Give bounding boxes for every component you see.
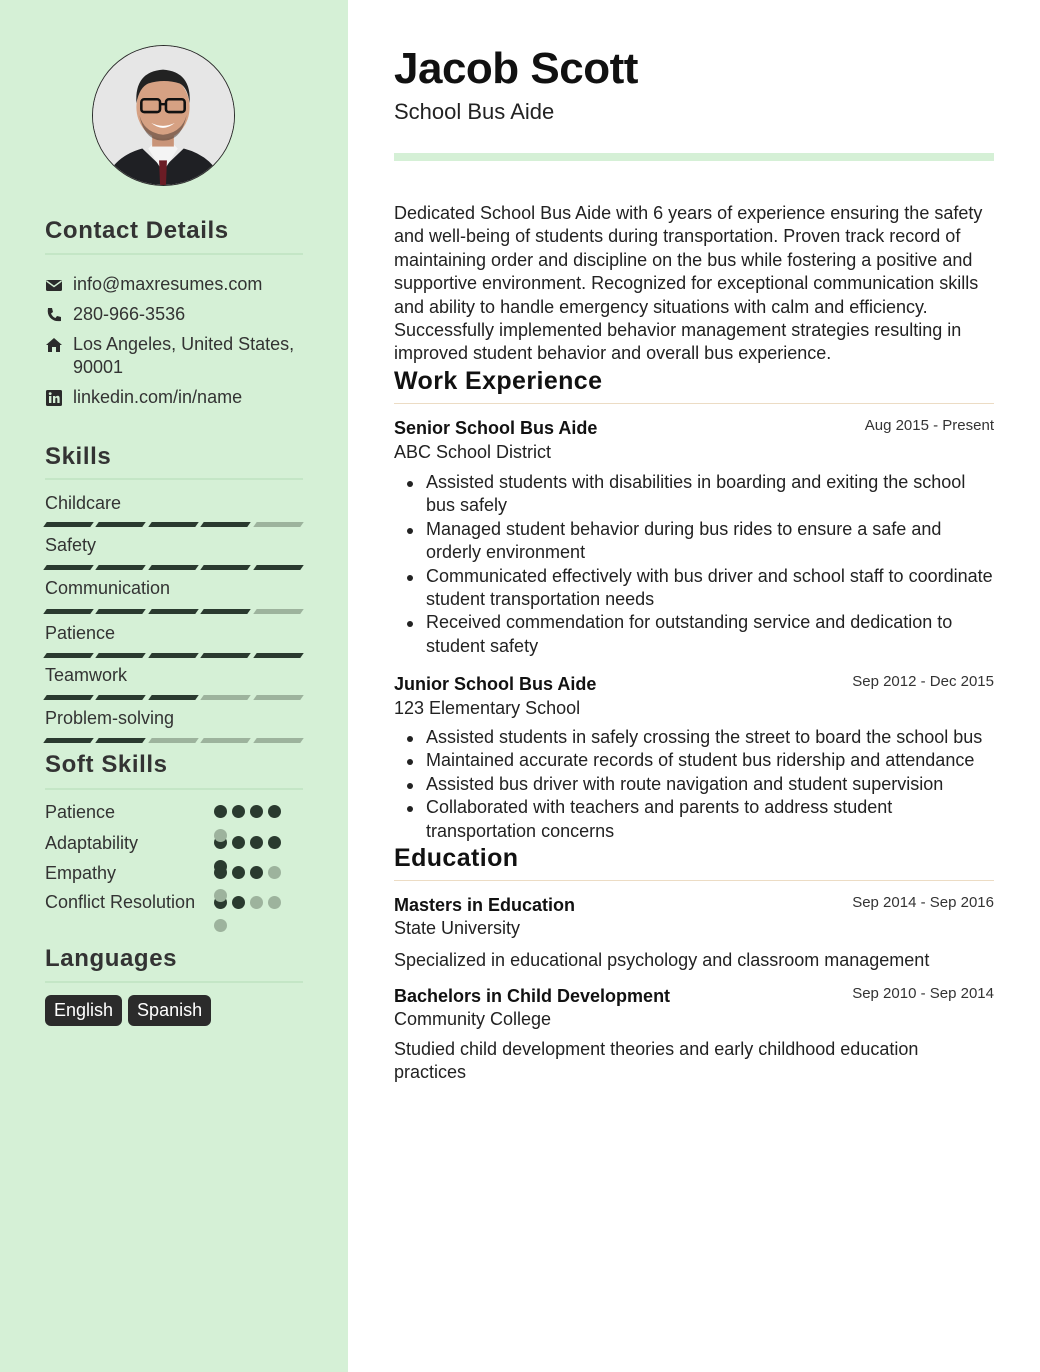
candidate-title: School Bus Aide: [394, 99, 555, 124]
soft-skills-divider: [45, 788, 303, 790]
linkedin-icon: [45, 389, 63, 407]
skill-level-bar: [45, 738, 302, 743]
rating-dot: [214, 805, 227, 818]
skill-level-segment: [200, 738, 251, 743]
rating-dot-overlap: [214, 829, 227, 842]
rating-dot-overlap: [214, 889, 227, 902]
rating-dot: [250, 866, 263, 879]
job-organization: 123 Elementary School: [394, 698, 581, 718]
job-dates: Aug 2015 - Present: [864, 417, 994, 434]
skill-level-segment: [200, 695, 251, 700]
languages-heading: Languages: [45, 945, 178, 972]
soft-skill-name: Patience: [45, 802, 116, 822]
job-bullet: Communicated effectively with bus driver and school staff to coordinate student transportation needs: [394, 565, 994, 612]
education-school: State University: [394, 918, 521, 938]
rating-dot: [268, 836, 281, 849]
rating-dot: [268, 896, 281, 909]
skill-name: Childcare: [45, 493, 122, 513]
rating-dot-overlap: [214, 860, 227, 873]
contact-address: [45, 333, 305, 379]
job-bullet: Assisted bus driver with route navigation and student supervision: [394, 773, 994, 796]
job-bullet: Collaborated with teachers and parents to address student transportation concerns: [394, 796, 994, 843]
skill-level-segment: [148, 738, 199, 743]
portrait-illustration: [93, 46, 234, 185]
soft-skill-name: Conflict Resolution: [45, 892, 196, 912]
skill-level-segment: [148, 565, 199, 570]
contact-linkedin-text: linkedin.com/in/name: [73, 387, 243, 407]
skill-level-segment: [253, 522, 304, 527]
languages-list: [45, 995, 211, 1026]
education-degree: Bachelors in Child Development: [394, 986, 671, 1006]
contact-phone-text: 280-966-3536: [73, 304, 186, 324]
education-heading: Education: [394, 844, 519, 872]
skill-level-segment: [148, 609, 199, 614]
skill-level-segment: [43, 565, 94, 570]
contact-heading: Contact Details: [45, 217, 229, 244]
skills-divider: [45, 478, 303, 480]
sidebar: [0, 0, 348, 1372]
skill-level-segment: [200, 609, 251, 614]
skill-name: Communication: [45, 578, 171, 598]
rating-dot: [232, 866, 245, 879]
job-organization: ABC School District: [394, 442, 552, 462]
job-bullet: Assisted students with disabilities in boarding and exiting the school bus safely: [394, 471, 994, 518]
skill-level-bar: [45, 695, 302, 700]
skill-level-segment: [253, 565, 304, 570]
skill-level-segment: [96, 653, 147, 658]
job-dates: Sep 2012 - Dec 2015: [852, 673, 994, 690]
skill-level-segment: [96, 565, 147, 570]
contact-email[interactable]: [45, 273, 305, 296]
rating-dot: [250, 896, 263, 909]
skill-level-segment: [200, 565, 251, 570]
rating-dot: [250, 836, 263, 849]
job-role: Senior School Bus Aide: [394, 418, 598, 438]
work-divider: [394, 403, 994, 404]
main-content: [348, 0, 1040, 1372]
skill-level-segment: [43, 653, 94, 658]
language-pill: Spanish: [128, 995, 211, 1026]
rating-dot: [232, 896, 245, 909]
contact-email-text: info@maxresumes.com: [73, 274, 263, 294]
education-dates: Sep 2014 - Sep 2016: [852, 894, 994, 911]
skill-name: Problem-solving: [45, 708, 175, 728]
work-heading: Work Experience: [394, 367, 603, 395]
job-role: Junior School Bus Aide: [394, 674, 597, 694]
education-description: Specialized in educational psychology and classroom management: [394, 950, 930, 970]
contact-linkedin[interactable]: [45, 386, 305, 409]
skill-level-bar: [45, 653, 302, 658]
rating-dot-overlap: [214, 919, 227, 932]
skill-level-segment: [96, 522, 147, 527]
skill-level-segment: [148, 522, 199, 527]
skill-level-segment: [148, 653, 199, 658]
education-school: Community College: [394, 1009, 552, 1029]
education-degree: Masters in Education: [394, 895, 576, 915]
job-bullet: Maintained accurate records of student bus ridership and attendance: [394, 749, 994, 772]
rating-dot: [250, 805, 263, 818]
profile-photo: [92, 45, 235, 186]
skill-name: Patience: [45, 623, 116, 643]
skill-level-segment: [253, 738, 304, 743]
skill-level-segment: [43, 522, 94, 527]
skill-level-segment: [96, 695, 147, 700]
job-bullet: Managed student behavior during bus rides to ensure a safe and orderly environment: [394, 518, 994, 565]
skill-level-segment: [253, 609, 304, 614]
phone-icon: [45, 306, 63, 324]
skill-level-segment: [253, 695, 304, 700]
skill-name: Safety: [45, 535, 97, 555]
rating-dot: [268, 805, 281, 818]
rating-dot: [232, 836, 245, 849]
skill-level-segment: [200, 653, 251, 658]
soft-skill-rating: [214, 805, 281, 818]
skill-level-segment: [43, 738, 94, 743]
job-bullet: Received commendation for outstanding service and dedication to student safety: [394, 611, 994, 658]
soft-skill-name: Adaptability: [45, 833, 139, 853]
skill-level-bar: [45, 609, 302, 614]
skill-level-segment: [253, 653, 304, 658]
languages-divider: [45, 981, 303, 983]
title-accent-bar: [394, 153, 994, 161]
skill-level-segment: [148, 695, 199, 700]
home-icon: [45, 336, 63, 354]
skill-level-segment: [96, 609, 147, 614]
skill-level-segment: [43, 609, 94, 614]
rating-dot: [268, 866, 281, 879]
job-bullets: [394, 471, 994, 658]
soft-skill-name: Empathy: [45, 863, 117, 883]
skill-level-bar: [45, 522, 302, 527]
skills-heading: Skills: [45, 443, 112, 470]
skill-level-segment: [43, 695, 94, 700]
skill-level-segment: [96, 738, 147, 743]
skill-level-bar: [45, 565, 302, 570]
contact-phone[interactable]: [45, 303, 305, 326]
profile-summary: Dedicated School Bus Aide with 6 years of experience ensuring the safety and well-being of students during transportation. Proven track record of maintaining order and discipline on the bus while fostering a positive and supportive environment. Recognized for exceptional communication skills and ability to handle emergency situations with calm and efficiency. Successfully implemented behavior management strategies resulting in improved student behavior and overall bus experience.: [394, 203, 983, 364]
education-dates: Sep 2010 - Sep 2014: [852, 985, 994, 1002]
candidate-name: Jacob Scott: [394, 44, 638, 93]
rating-dot: [232, 805, 245, 818]
job-bullet: Assisted students in safely crossing the street to board the school bus: [394, 726, 994, 749]
contact-divider: [45, 253, 303, 255]
job-bullets: [394, 726, 994, 843]
contact-address-text: Los Angeles, United States, 90001: [73, 334, 295, 377]
education-description: Studied child development theories and early childhood education practices: [394, 1039, 919, 1083]
skill-level-segment: [200, 522, 251, 527]
soft-skills-heading: Soft Skills: [45, 751, 168, 778]
language-pill: English: [45, 995, 122, 1026]
skill-name: Teamwork: [45, 665, 128, 685]
envelope-icon: [45, 276, 63, 294]
education-divider: [394, 880, 994, 881]
